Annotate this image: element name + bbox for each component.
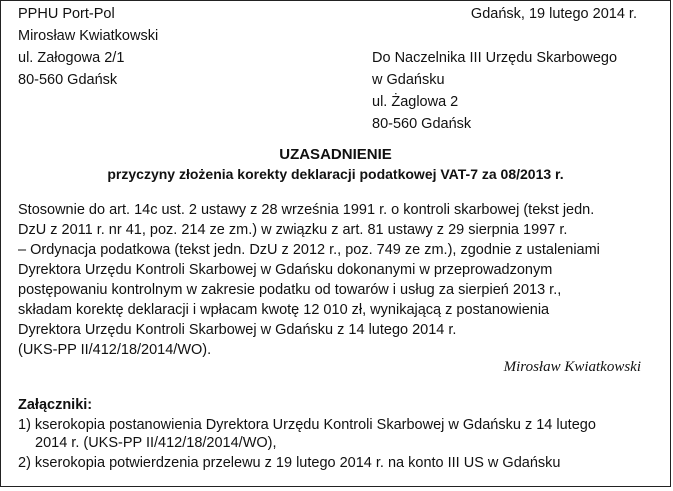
body-line: DzU z 2011 r. nr 41, poz. 214 ze zm.) w związku z art. 81 ustawy z 29 sierpnia 1997 r. xyxy=(18,222,568,238)
recipient-line-1: Do Naczelnika III Urzędu Skarbowego xyxy=(372,50,618,66)
sender-name: Mirosław Kwiatkowski xyxy=(18,28,159,44)
recipient-line-2: w Gdańsku xyxy=(372,72,445,88)
body-line: składam korektę deklaracji i wpłacam kwotę 12 010 zł, wynikającą z postanowienia xyxy=(18,302,550,318)
attachments-heading: Załączniki: xyxy=(18,397,93,413)
document-subtitle: przyczyny złożenia korekty deklaracji podatkowej VAT-7 za 08/2013 r. xyxy=(107,166,564,182)
attachment-item-1: 1) kserokopia postanowienia Dyrektora Urzędu Kontroli Skarbowej w Gdańsku z 14 lutego xyxy=(18,417,596,433)
body-line: (UKS-PP II/412/18/2014/WO). xyxy=(18,342,212,358)
recipient-line-4: 80-560 Gdańsk xyxy=(372,116,472,132)
attachment-item-2: 2) kserokopia potwierdzenia przelewu z 19 lutego 2014 r. na konto III US w Gdańsku xyxy=(18,455,561,471)
body-line: Dyrektora Urzędu Kontroli Skarbowej w Gdańsku dokonanymi w przeprowadzonym xyxy=(18,262,553,278)
sender-street: ul. Załogowa 2/1 xyxy=(18,50,125,66)
document-title: UZASADNIENIE xyxy=(279,146,392,163)
attachment-item-1-continuation: 2014 r. (UKS-PP II/412/18/2014/WO), xyxy=(35,435,277,451)
sender-city: 80-560 Gdańsk xyxy=(18,72,118,88)
body-line: postępowaniu kontrolnym w zakresie podatku od towarów i usług za sierpień 2013 r., xyxy=(18,282,562,298)
signature: Mirosław Kwiatkowski xyxy=(503,359,641,375)
document-date: Gdańsk, 19 lutego 2014 r. xyxy=(470,6,637,22)
recipient-line-3: ul. Żaglowa 2 xyxy=(372,94,459,110)
sender-company: PPHU Port-Pol xyxy=(18,6,115,22)
body-line: Stosownie do art. 14c ust. 2 ustawy z 28 września 1991 r. o kontroli skarbowej (tekst jedn. xyxy=(18,202,595,218)
body-line: Dyrektora Urzędu Kontroli Skarbowej w Gdańsku z 14 lutego 2014 r. xyxy=(18,322,457,338)
body-line: – Ordynacja podatkowa (tekst jedn. DzU z 2012 r., poz. 749 ze zm.), zgodnie z ustaleniami xyxy=(18,242,600,258)
